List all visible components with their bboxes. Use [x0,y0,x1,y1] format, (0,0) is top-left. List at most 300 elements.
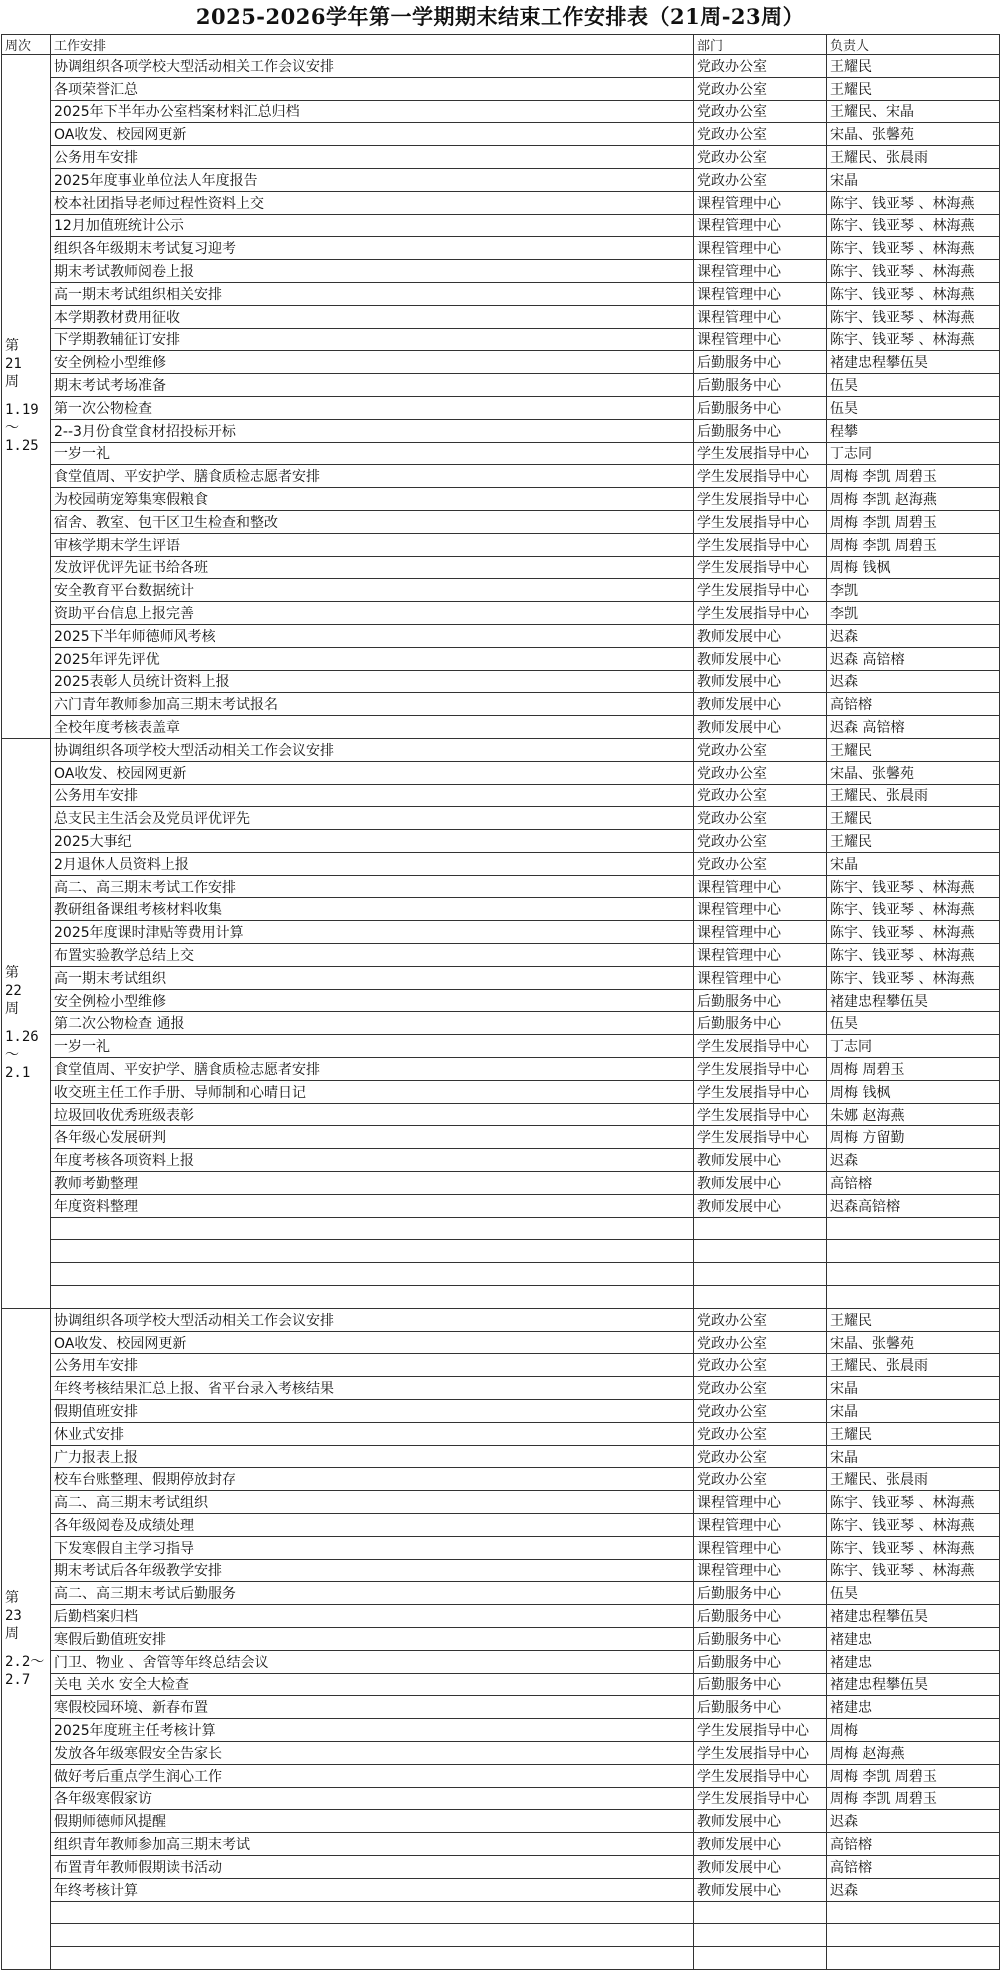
owner-cell: 周梅 李凯 周碧玉 [827,533,1000,556]
task-cell: 宿舍、教室、包干区卫生检查和整改 [51,510,694,533]
owner-cell: 陈宇、钱亚琴 、林海燕 [827,214,1000,237]
dept-cell: 党政办公室 [694,1445,827,1468]
task-cell: 食堂值周、平安护学、膳食质检志愿者安排 [51,1058,694,1081]
task-cell: 2025年评先评优 [51,647,694,670]
table-row [2,1787,1000,1810]
table-row [2,1058,1000,1081]
table-row [2,465,1000,488]
task-cell: 垃圾回收优秀班级表彰 [51,1103,694,1126]
dept-cell: 后勤服务中心 [694,374,827,397]
task-cell: 资助平台信息上报完善 [51,602,694,625]
dept-cell: 党政办公室 [694,761,827,784]
table-row [2,670,1000,693]
blank-row [2,1286,1000,1309]
week-label-1 [2,55,51,739]
dept-cell: 党政办公室 [694,784,827,807]
dept-cell: 教师发展中心 [694,1194,827,1217]
dept-cell: 党政办公室 [694,1377,827,1400]
dept-cell: 党政办公室 [694,852,827,875]
task-cell: 假期值班安排 [51,1400,694,1423]
dept-cell: 后勤服务中心 [694,1605,827,1628]
owner-cell: 褚建忠 [827,1650,1000,1673]
owner-cell: 宋晶 [827,168,1000,191]
week-label-line: 23 [5,1607,22,1624]
owner-cell: 王耀民、张晨雨 [827,1354,1000,1377]
table-row [2,214,1000,237]
owner-cell [827,1924,1000,1947]
week-label-line: 第 [5,338,19,355]
owner-cell: 周梅 方留勤 [827,1126,1000,1149]
table-row [2,533,1000,556]
task-cell: 安全例检小型维修 [51,989,694,1012]
owner-cell: 宋晶 [827,852,1000,875]
table-row [2,989,1000,1012]
dept-cell: 课程管理中心 [694,305,827,328]
week-label-line: 第 [5,965,19,982]
dept-cell: 党政办公室 [694,100,827,123]
owner-cell: 迟森 高锫榕 [827,716,1000,739]
dept-cell: 后勤服务中心 [694,351,827,374]
week-label-2 [2,738,51,1308]
table-row [2,1650,1000,1673]
table-row [2,305,1000,328]
owner-cell: 周梅 李凯 周碧玉 [827,1764,1000,1787]
dept-cell: 学生发展指导中心 [694,1058,827,1081]
week-label-gap [5,1643,50,1653]
dept-cell: 课程管理中心 [694,966,827,989]
week-label-gap [5,391,50,401]
task-cell [51,1263,694,1286]
owner-cell [827,1217,1000,1240]
dept-cell: 教师发展中心 [694,716,827,739]
table-row [2,100,1000,123]
dept-cell: 党政办公室 [694,1308,827,1331]
task-cell: 2025年下半年办公室档案材料汇总归档 [51,100,694,123]
dept-cell: 学生发展指导中心 [694,510,827,533]
owner-cell: 陈宇、钱亚琴 、林海燕 [827,191,1000,214]
table-row [2,1468,1000,1491]
week-label-3 [2,1308,51,1969]
table-row [2,328,1000,351]
task-cell: 各项荣誉汇总 [51,77,694,100]
table-row [2,1035,1000,1058]
dept-cell: 学生发展指导中心 [694,602,827,625]
task-cell: 2025年度班主任考核计算 [51,1719,694,1742]
dept-cell: 学生发展指导中心 [694,1103,827,1126]
owner-cell: 迟森 [827,1878,1000,1901]
table-row [2,1012,1000,1035]
owner-cell: 陈宇、钱亚琴 、林海燕 [827,1536,1000,1559]
dept-cell: 课程管理中心 [694,1536,827,1559]
table-row [2,830,1000,853]
task-cell: 高二、高三期末考试组织 [51,1491,694,1514]
owner-cell: 周梅 赵海燕 [827,1741,1000,1764]
owner-cell: 迟森 [827,670,1000,693]
owner-cell: 李凯 [827,602,1000,625]
table-header-row [2,35,1000,55]
table-row [2,738,1000,761]
owner-cell: 周梅 钱枫 [827,1080,1000,1103]
task-cell: 休业式安排 [51,1422,694,1445]
week-label-line: ～ [5,420,19,437]
task-cell [51,1924,694,1947]
dept-cell: 后勤服务中心 [694,396,827,419]
table-row [2,556,1000,579]
dept-cell: 后勤服务中心 [694,1673,827,1696]
dept-cell: 党政办公室 [694,168,827,191]
dept-cell: 学生发展指导中心 [694,488,827,511]
dept-cell: 教师发展中心 [694,1878,827,1901]
task-cell [51,1947,694,1970]
owner-cell: 迟森 [827,1810,1000,1833]
table-row [2,1354,1000,1377]
owner-cell: 陈宇、钱亚琴 、林海燕 [827,1514,1000,1537]
table-row [2,1172,1000,1195]
table-row [2,647,1000,670]
owner-cell: 王耀民 [827,1308,1000,1331]
dept-cell: 党政办公室 [694,1468,827,1491]
owner-cell: 迟森 [827,624,1000,647]
task-cell: 高二、高三期末考试工作安排 [51,875,694,898]
dept-cell: 教师发展中心 [694,1810,827,1833]
task-cell: 年终考核计算 [51,1878,694,1901]
dept-cell [694,1924,827,1947]
table-row [2,784,1000,807]
owner-cell: 宋晶、张馨苑 [827,123,1000,146]
dept-cell: 党政办公室 [694,1400,827,1423]
owner-cell: 王耀民、张晨雨 [827,1468,1000,1491]
table-row [2,237,1000,260]
owner-cell: 王耀民、宋晶 [827,100,1000,123]
task-cell: 审核学期末学生评语 [51,533,694,556]
task-cell: 门卫、物业 、舍管等年终总结会议 [51,1650,694,1673]
week-label-line: ～ [5,1047,19,1064]
task-cell: 协调组织各项学校大型活动相关工作会议安排 [51,55,694,78]
dept-cell: 学生发展指导中心 [694,533,827,556]
blank-row [2,1240,1000,1263]
task-cell: 2025下半年师德师风考核 [51,624,694,647]
owner-cell: 王耀民 [827,77,1000,100]
task-cell [51,1286,694,1309]
dept-cell: 学生发展指导中心 [694,1741,827,1764]
table-row [2,282,1000,305]
task-cell: 各年级心发展研判 [51,1126,694,1149]
task-cell: 关电 关水 安全大检查 [51,1673,694,1696]
task-cell: 收交班主任工作手册、导师制和心晴日记 [51,1080,694,1103]
task-cell: 教研组备课组考核材料收集 [51,898,694,921]
table-row [2,807,1000,830]
week-label-line: 22 [5,983,22,1000]
owner-cell: 陈宇、钱亚琴 、林海燕 [827,237,1000,260]
owner-cell: 王耀民 [827,55,1000,78]
owner-cell: 陈宇、钱亚琴 、林海燕 [827,898,1000,921]
dept-cell: 教师发展中心 [694,1149,827,1172]
dept-cell: 党政办公室 [694,123,827,146]
table-row [2,1605,1000,1628]
dept-cell: 后勤服务中心 [694,1650,827,1673]
table-row [2,1491,1000,1514]
table-row [2,1741,1000,1764]
dept-cell: 党政办公室 [694,1331,827,1354]
owner-cell: 迟森高锫榕 [827,1194,1000,1217]
dept-cell: 课程管理中心 [694,1514,827,1537]
task-cell: 一岁一礼 [51,1035,694,1058]
blank-row [2,1947,1000,1970]
table-row [2,875,1000,898]
owner-cell: 高锫榕 [827,1855,1000,1878]
owner-cell: 王耀民 [827,830,1000,853]
task-cell: 总支民主生活会及党员评优评先 [51,807,694,830]
table-row [2,1810,1000,1833]
header-dept: 部门 [694,35,827,55]
owner-cell: 周梅 李凯 周碧玉 [827,465,1000,488]
task-cell: 组织各年级期末考试复习迎考 [51,237,694,260]
task-cell: 全校年度考核表盖章 [51,716,694,739]
dept-cell: 学生发展指导中心 [694,1035,827,1058]
dept-cell [694,1217,827,1240]
dept-cell: 党政办公室 [694,55,827,78]
task-cell: 期末考试后各年级教学安排 [51,1559,694,1582]
week-label-line: 2.7 [5,1671,31,1688]
task-cell: 广力报表上报 [51,1445,694,1468]
task-cell: 各年级寒假家访 [51,1787,694,1810]
dept-cell: 教师发展中心 [694,693,827,716]
task-cell: 2025年度事业单位法人年度报告 [51,168,694,191]
owner-cell: 李凯 [827,579,1000,602]
table-row [2,396,1000,419]
owner-cell [827,1947,1000,1970]
dept-cell [694,1263,827,1286]
owner-cell [827,1263,1000,1286]
task-cell: 2025年度课时津贴等费用计算 [51,921,694,944]
task-cell: OA收发、校园网更新 [51,123,694,146]
owner-cell: 宋晶 [827,1445,1000,1468]
task-cell: 下发寒假自主学习指导 [51,1536,694,1559]
task-cell: 安全教育平台数据统计 [51,579,694,602]
task-cell: 期末考试考场准备 [51,374,694,397]
schedule-table [1,34,1000,1970]
blank-row [2,1924,1000,1947]
dept-cell: 教师发展中心 [694,670,827,693]
owner-cell: 王耀民 [827,1422,1000,1445]
week-label-gap [5,1018,50,1028]
owner-cell: 陈宇、钱亚琴 、林海燕 [827,305,1000,328]
dept-cell: 课程管理中心 [694,191,827,214]
owner-cell: 迟森 高锫榕 [827,647,1000,670]
owner-cell: 褚建忠程攀伍昊 [827,989,1000,1012]
table-row [2,1422,1000,1445]
task-cell: 校本社团指导老师过程性资料上交 [51,191,694,214]
owner-cell: 陈宇、钱亚琴 、林海燕 [827,944,1000,967]
owner-cell: 周梅 李凯 周碧玉 [827,1787,1000,1810]
owner-cell: 宋晶、张馨苑 [827,1331,1000,1354]
table-row [2,898,1000,921]
task-cell: 安全例检小型维修 [51,351,694,374]
task-cell: 年度资料整理 [51,1194,694,1217]
dept-cell: 教师发展中心 [694,624,827,647]
dept-cell: 课程管理中心 [694,282,827,305]
dept-cell: 后勤服务中心 [694,1627,827,1650]
task-cell: 期末考试教师阅卷上报 [51,260,694,283]
dept-cell: 课程管理中心 [694,237,827,260]
task-cell: 一岁一礼 [51,442,694,465]
table-row [2,1080,1000,1103]
dept-cell [694,1947,827,1970]
dept-cell: 党政办公室 [694,807,827,830]
table-row [2,1582,1000,1605]
owner-cell: 褚建忠程攀伍昊 [827,1673,1000,1696]
owner-cell: 伍昊 [827,1012,1000,1035]
table-row [2,1764,1000,1787]
dept-cell: 学生发展指导中心 [694,1126,827,1149]
table-row [2,1627,1000,1650]
table-row [2,1308,1000,1331]
task-cell: 教师考勤整理 [51,1172,694,1195]
task-cell [51,1240,694,1263]
table-row [2,1878,1000,1901]
task-cell: OA收发、校园网更新 [51,1331,694,1354]
table-row [2,624,1000,647]
owner-cell: 高锫榕 [827,1172,1000,1195]
owner-cell: 高锫榕 [827,1833,1000,1856]
task-cell: 高一期末考试组织相关安排 [51,282,694,305]
table-row [2,1194,1000,1217]
dept-cell: 后勤服务中心 [694,1696,827,1719]
owner-cell: 伍昊 [827,374,1000,397]
header-task: 工作安排 [51,35,694,55]
table-row [2,1149,1000,1172]
task-cell: 下学期教辅征订安排 [51,328,694,351]
table-row [2,374,1000,397]
task-cell: 发放各年级寒假安全告家长 [51,1741,694,1764]
table-row [2,944,1000,967]
owner-cell: 宋晶 [827,1377,1000,1400]
table-row [2,191,1000,214]
task-cell: 年度考核各项资料上报 [51,1149,694,1172]
task-cell: 寒假校园环境、新春布置 [51,1696,694,1719]
blank-row [2,1901,1000,1924]
task-cell: 食堂值周、平安护学、膳食质检志愿者安排 [51,465,694,488]
dept-cell: 党政办公室 [694,77,827,100]
table-row [2,579,1000,602]
week-label-line: 2.2～ [5,1653,45,1670]
owner-cell: 王耀民 [827,807,1000,830]
owner-cell: 褚建忠程攀伍昊 [827,1605,1000,1628]
dept-cell: 学生发展指导中心 [694,1764,827,1787]
dept-cell: 党政办公室 [694,1422,827,1445]
dept-cell: 课程管理中心 [694,214,827,237]
task-cell: 2--3月份食堂食材招投标开标 [51,419,694,442]
owner-cell: 周梅 [827,1719,1000,1742]
dept-cell: 学生发展指导中心 [694,579,827,602]
owner-cell: 迟森 [827,1149,1000,1172]
dept-cell: 后勤服务中心 [694,1012,827,1035]
owner-cell: 周梅 李凯 周碧玉 [827,510,1000,533]
task-cell: 做好考后重点学生润心工作 [51,1764,694,1787]
table-row [2,146,1000,169]
dept-cell: 课程管理中心 [694,260,827,283]
dept-cell: 教师发展中心 [694,1833,827,1856]
dept-cell: 课程管理中心 [694,898,827,921]
owner-cell: 高锫榕 [827,693,1000,716]
owner-cell: 周梅 李凯 赵海燕 [827,488,1000,511]
page-title: 2025-2026学年第一学期期末结束工作安排表（21周-23周） [195,4,805,29]
owner-cell [827,1240,1000,1263]
week-label-line: 21 [5,356,22,373]
task-cell: 六门青年教师参加高三期末考试报名 [51,693,694,716]
week-label-line: 1.26 [5,1029,39,1046]
owner-cell: 陈宇、钱亚琴 、林海燕 [827,875,1000,898]
task-cell [51,1901,694,1924]
table-row [2,168,1000,191]
owner-cell: 陈宇、钱亚琴 、林海燕 [827,282,1000,305]
owner-cell [827,1901,1000,1924]
week-label-line: 2.1 [5,1065,31,1082]
schedule-body [2,55,1000,1970]
task-cell: 2025大事纪 [51,830,694,853]
task-cell: 协调组织各项学校大型活动相关工作会议安排 [51,738,694,761]
table-row [2,1331,1000,1354]
table-row [2,1855,1000,1878]
dept-cell: 党政办公室 [694,146,827,169]
task-cell: 发放评优评先证书给各班 [51,556,694,579]
owner-cell: 伍昊 [827,1582,1000,1605]
table-row [2,921,1000,944]
dept-cell [694,1901,827,1924]
table-row [2,1445,1000,1468]
owner-cell: 丁志同 [827,1035,1000,1058]
owner-cell: 陈宇、钱亚琴 、林海燕 [827,1559,1000,1582]
blank-row [2,1263,1000,1286]
task-cell: 公务用车安排 [51,784,694,807]
task-cell: OA收发、校园网更新 [51,761,694,784]
task-cell: 2月退休人员资料上报 [51,852,694,875]
dept-cell: 学生发展指导中心 [694,442,827,465]
table-row [2,488,1000,511]
table-row [2,1719,1000,1742]
dept-cell: 课程管理中心 [694,1559,827,1582]
table-row [2,602,1000,625]
task-cell: 高二、高三期末考试后勤服务 [51,1582,694,1605]
week-label-line: 1.25 [5,438,39,455]
week-label-line: 周 [5,1625,19,1642]
task-cell: 为校园萌宠筹集寒假粮食 [51,488,694,511]
table-row [2,1559,1000,1582]
dept-cell: 课程管理中心 [694,921,827,944]
week-label-line: 周 [5,1001,19,1018]
owner-cell: 周梅 钱枫 [827,556,1000,579]
blank-row [2,1217,1000,1240]
task-cell: 本学期教材费用征收 [51,305,694,328]
table-row [2,1673,1000,1696]
dept-cell [694,1286,827,1309]
owner-cell: 陈宇、钱亚琴 、林海燕 [827,260,1000,283]
owner-cell: 褚建忠 [827,1696,1000,1719]
dept-cell: 后勤服务中心 [694,989,827,1012]
table-row [2,1103,1000,1126]
owner-cell: 宋晶、张馨苑 [827,761,1000,784]
table-row [2,442,1000,465]
table-row [2,1400,1000,1423]
dept-cell: 课程管理中心 [694,1491,827,1514]
owner-cell: 陈宇、钱亚琴 、林海燕 [827,1491,1000,1514]
table-row [2,260,1000,283]
header-week: 周次 [2,35,51,55]
table-row [2,55,1000,78]
dept-cell: 后勤服务中心 [694,1582,827,1605]
table-row [2,716,1000,739]
task-cell [51,1217,694,1240]
